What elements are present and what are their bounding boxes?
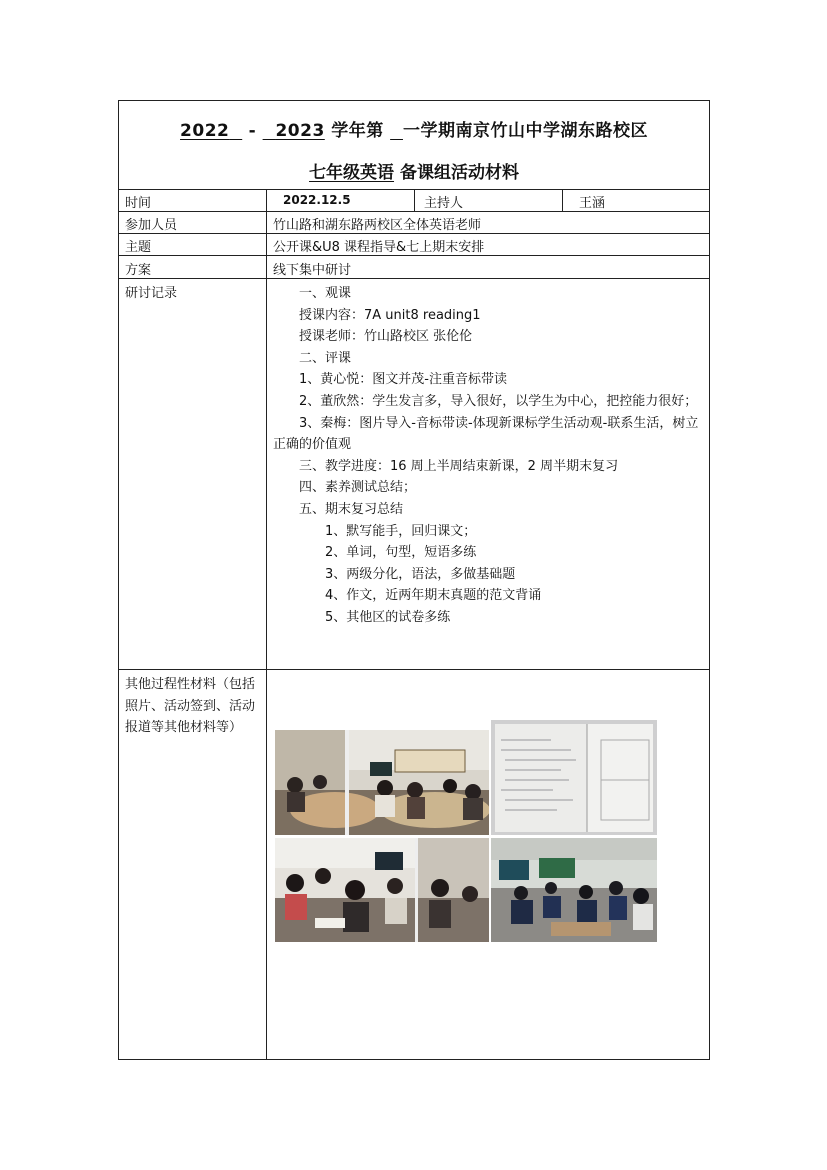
teachers-discussion-photo: [275, 838, 489, 942]
record-line: 3、两级分化，语法，多做基础题: [325, 566, 516, 582]
record-line: 3、秦梅：图片导入-音标带读-体现新课标学生活动观-联系生活，树立正确的价值观: [273, 415, 699, 453]
classroom-meeting-photo: [275, 730, 489, 835]
row-plan: [119, 255, 709, 278]
record-line: 授课内容：7A unit8 reading1: [299, 307, 481, 323]
participants-value: 竹山路和湖东路两校区全体英语老师: [273, 218, 482, 233]
plan-value: 线下集中研讨: [273, 263, 352, 278]
record-line: 三、教学进度：16 周上半周结束新课，2 周半期末复习: [299, 458, 619, 474]
record-line: 4、作文，近两年期末真题的范文背诵: [325, 588, 542, 604]
record-line: 五、期末复习总结: [299, 501, 404, 517]
record-line: 二、评课: [299, 350, 352, 366]
title-block: [119, 101, 709, 189]
time-label: 时间: [125, 196, 152, 211]
record-line: 2、董欣然：学生发言多，导入很好，以学生为中心，把控能力很好；: [299, 393, 698, 409]
record-line: 授课老师：竹山路校区 张伦伦: [299, 329, 473, 345]
year-start: 2022: [180, 121, 230, 141]
record-line: 5、其他区的试卷多练: [325, 609, 451, 625]
record-content: [273, 283, 705, 629]
group-activity: 备课组活动材料: [399, 163, 519, 183]
students-class-photo: [491, 838, 657, 942]
time-value: 2022.12.5: [283, 193, 351, 207]
activity-form: [118, 100, 710, 1060]
grade-subject: 七年级英语: [309, 163, 395, 183]
title-line-1: [119, 116, 709, 141]
record-line: 1、黄心悦：图文并茂-注重音标带读: [299, 372, 507, 388]
host-value: 王涵: [579, 196, 606, 211]
record-line: 一、观课: [299, 286, 352, 301]
plan-label: 方案: [125, 263, 152, 278]
record-line: 四、素养测试总结；: [299, 480, 417, 496]
xuenian-di: 学年第: [331, 121, 384, 141]
row-topic: [119, 233, 709, 255]
record-line: 2、单词，句型，短语多练: [325, 545, 477, 561]
row-other-materials: [119, 669, 709, 1059]
title-line-2: [119, 158, 709, 183]
host-label: 主持人: [424, 196, 464, 211]
row-participants: [119, 211, 709, 233]
other-materials-label: 其他过程性材料（包括照片、活动签到、活动报道等其他材料等）: [125, 677, 256, 736]
year-end: 2023: [275, 121, 325, 141]
record-label: 研讨记录: [125, 286, 178, 301]
year-dash: -: [248, 121, 257, 141]
row-record: [119, 278, 709, 669]
record-line: 1、默写能手，回归课文；: [325, 523, 477, 539]
participants-label: 参加人员: [125, 218, 178, 233]
notebook-record-photo: [491, 720, 657, 835]
topic-value: 公开课&U8 课程指导&七上期末安排: [273, 240, 485, 255]
photo-collage: [275, 720, 659, 942]
row-time: [119, 189, 709, 211]
topic-label: 主题: [125, 240, 152, 255]
semester-school: 一学期南京竹山中学湖东路校区: [402, 121, 648, 141]
